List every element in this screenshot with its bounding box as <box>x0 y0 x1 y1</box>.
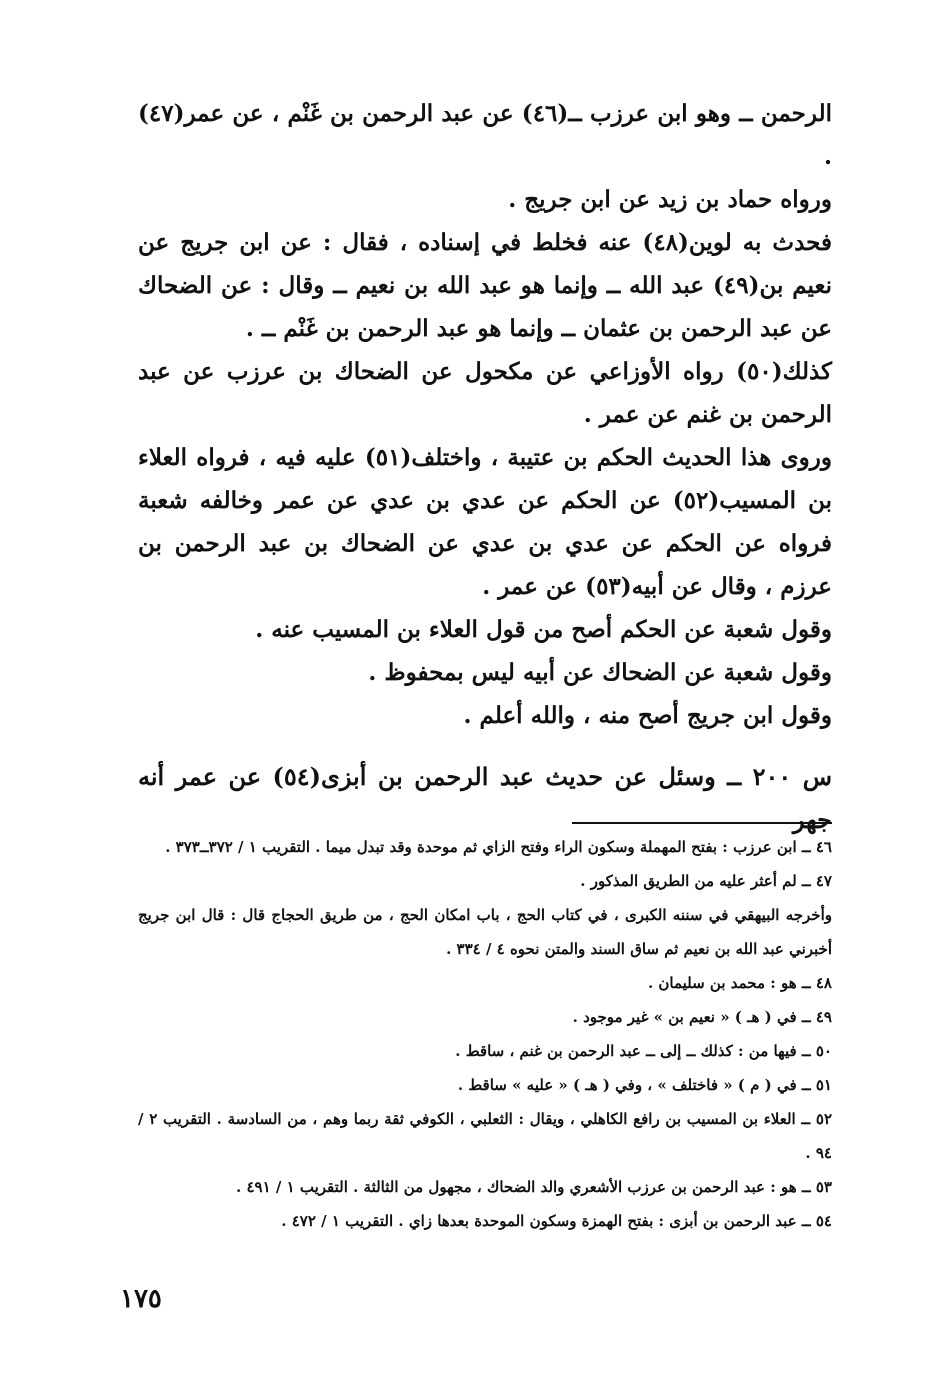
paragraph: وقول ابن جريج أصح منه ، والله أعلم . <box>463 702 832 729</box>
question-heading: س ٢٠٠ ــ وسئل عن حديث عبد الرحمن بن أبزى(٥٤) عن عمر أنه جهر <box>138 762 832 834</box>
main-text <box>138 92 832 841</box>
footnote: وأخرجه البيهقي في سننه الكبرى ، في كتاب الحج ، باب امكان الحج ، من طريق الحجاج قال : قال ابن جريج أخبرني عبد الله بن نعيم ثم ساق السند والمتن نحوه ٤ / ٣٣٤ . <box>138 906 832 958</box>
footnotes <box>138 830 832 1238</box>
footnote: ٤٨ ــ هو : محمد بن سليمان . <box>647 974 832 992</box>
paragraph: وقول شعبة عن الحكم أصح من قول العلاء بن المسيب عنه . <box>255 616 832 643</box>
paragraph: وروى هذا الحديث الحكم بن عتيبة ، واختلف(٥١) عليه فيه ، فرواه العلاء بن المسيب(٥٢) عن الحكم عن عدي بن عدي عن عمر وخالفه شعبة فرواه عن الحكم عن عدي بن عدي عن الضحاك بن عبد الرحمن بن عرزم ، وقال عن أبيه(٥٣) عن عمر . <box>138 444 832 600</box>
footnote: ٤٦ ــ ابن عرزب : بفتح المهملة وسكون الراء وفتح الزاي ثم موحدة وقد تبدل ميما . التقريب ١ / ٣٧٢ــ٣٧٣ . <box>165 838 832 856</box>
footnote: ٥٣ ــ هو : عبد الرحمن بن عرزب الأشعري والد الضحاك ، مجهول من الثالثة . التقريب ١ / ٤٩١ . <box>236 1178 832 1196</box>
footnote: ٥٢ ــ العلاء بن المسيب بن رافع الكاهلي ، ويقال : الثعلبي ، الكوفي ثقة ربما وهم ، من السادسة . التقريب ٢ / ٩٤ . <box>138 1110 833 1162</box>
paragraph: فحدث به لوين(٤٨) عنه فخلط في إسناده ، فقال : عن ابن جريج عن نعيم بن(٤٩) عبد الله ــ وإنما هو عبد الله بن نعيم ــ وقال : عن الضحاك عن عبد الرحمن بن عثمان ــ وإنما هو عبد الرحمن بن غَنْم ــ . <box>138 229 832 342</box>
page-number: ١٧٥ <box>120 1284 162 1314</box>
paragraph: كذلك(٥٠) رواه الأوزاعي عن مكحول عن الضحاك بن عرزب عن عبد الرحمن بن غنم عن عمر . <box>138 358 832 428</box>
footnote-divider <box>572 822 832 824</box>
paragraph: وقول شعبة عن الضحاك عن أبيه ليس بمحفوظ . <box>368 659 832 686</box>
footnote: ٥٤ ــ عبد الرحمن بن أبزى : بفتح الهمزة وسكون الموحدة بعدها زاي . التقريب ١ / ٤٧٢ . <box>281 1212 832 1230</box>
paragraph: الرحمن ــ وهو ابن عرزب ــ(٤٦) عن عبد الرحمن بن غَنْم ، عن عمر(٤٧) . <box>138 100 832 170</box>
footnote: ٤٧ ــ لم أعثر عليه من الطريق المذكور . <box>580 872 832 890</box>
footnote: ٤٩ ــ في ( هـ ) « نعيم بن » غير موجود . <box>572 1008 832 1026</box>
footnote: ٥١ ــ في ( م ) « فاختلف » ، وفي ( هـ ) « عليه » ساقط . <box>457 1076 832 1094</box>
paragraph: ورواه حماد بن زيد عن ابن جريج . <box>508 186 832 213</box>
footnote: ٥٠ ــ فيها من : كذلك ــ إلى ــ عبد الرحمن بن غنم ، ساقط . <box>455 1042 832 1060</box>
